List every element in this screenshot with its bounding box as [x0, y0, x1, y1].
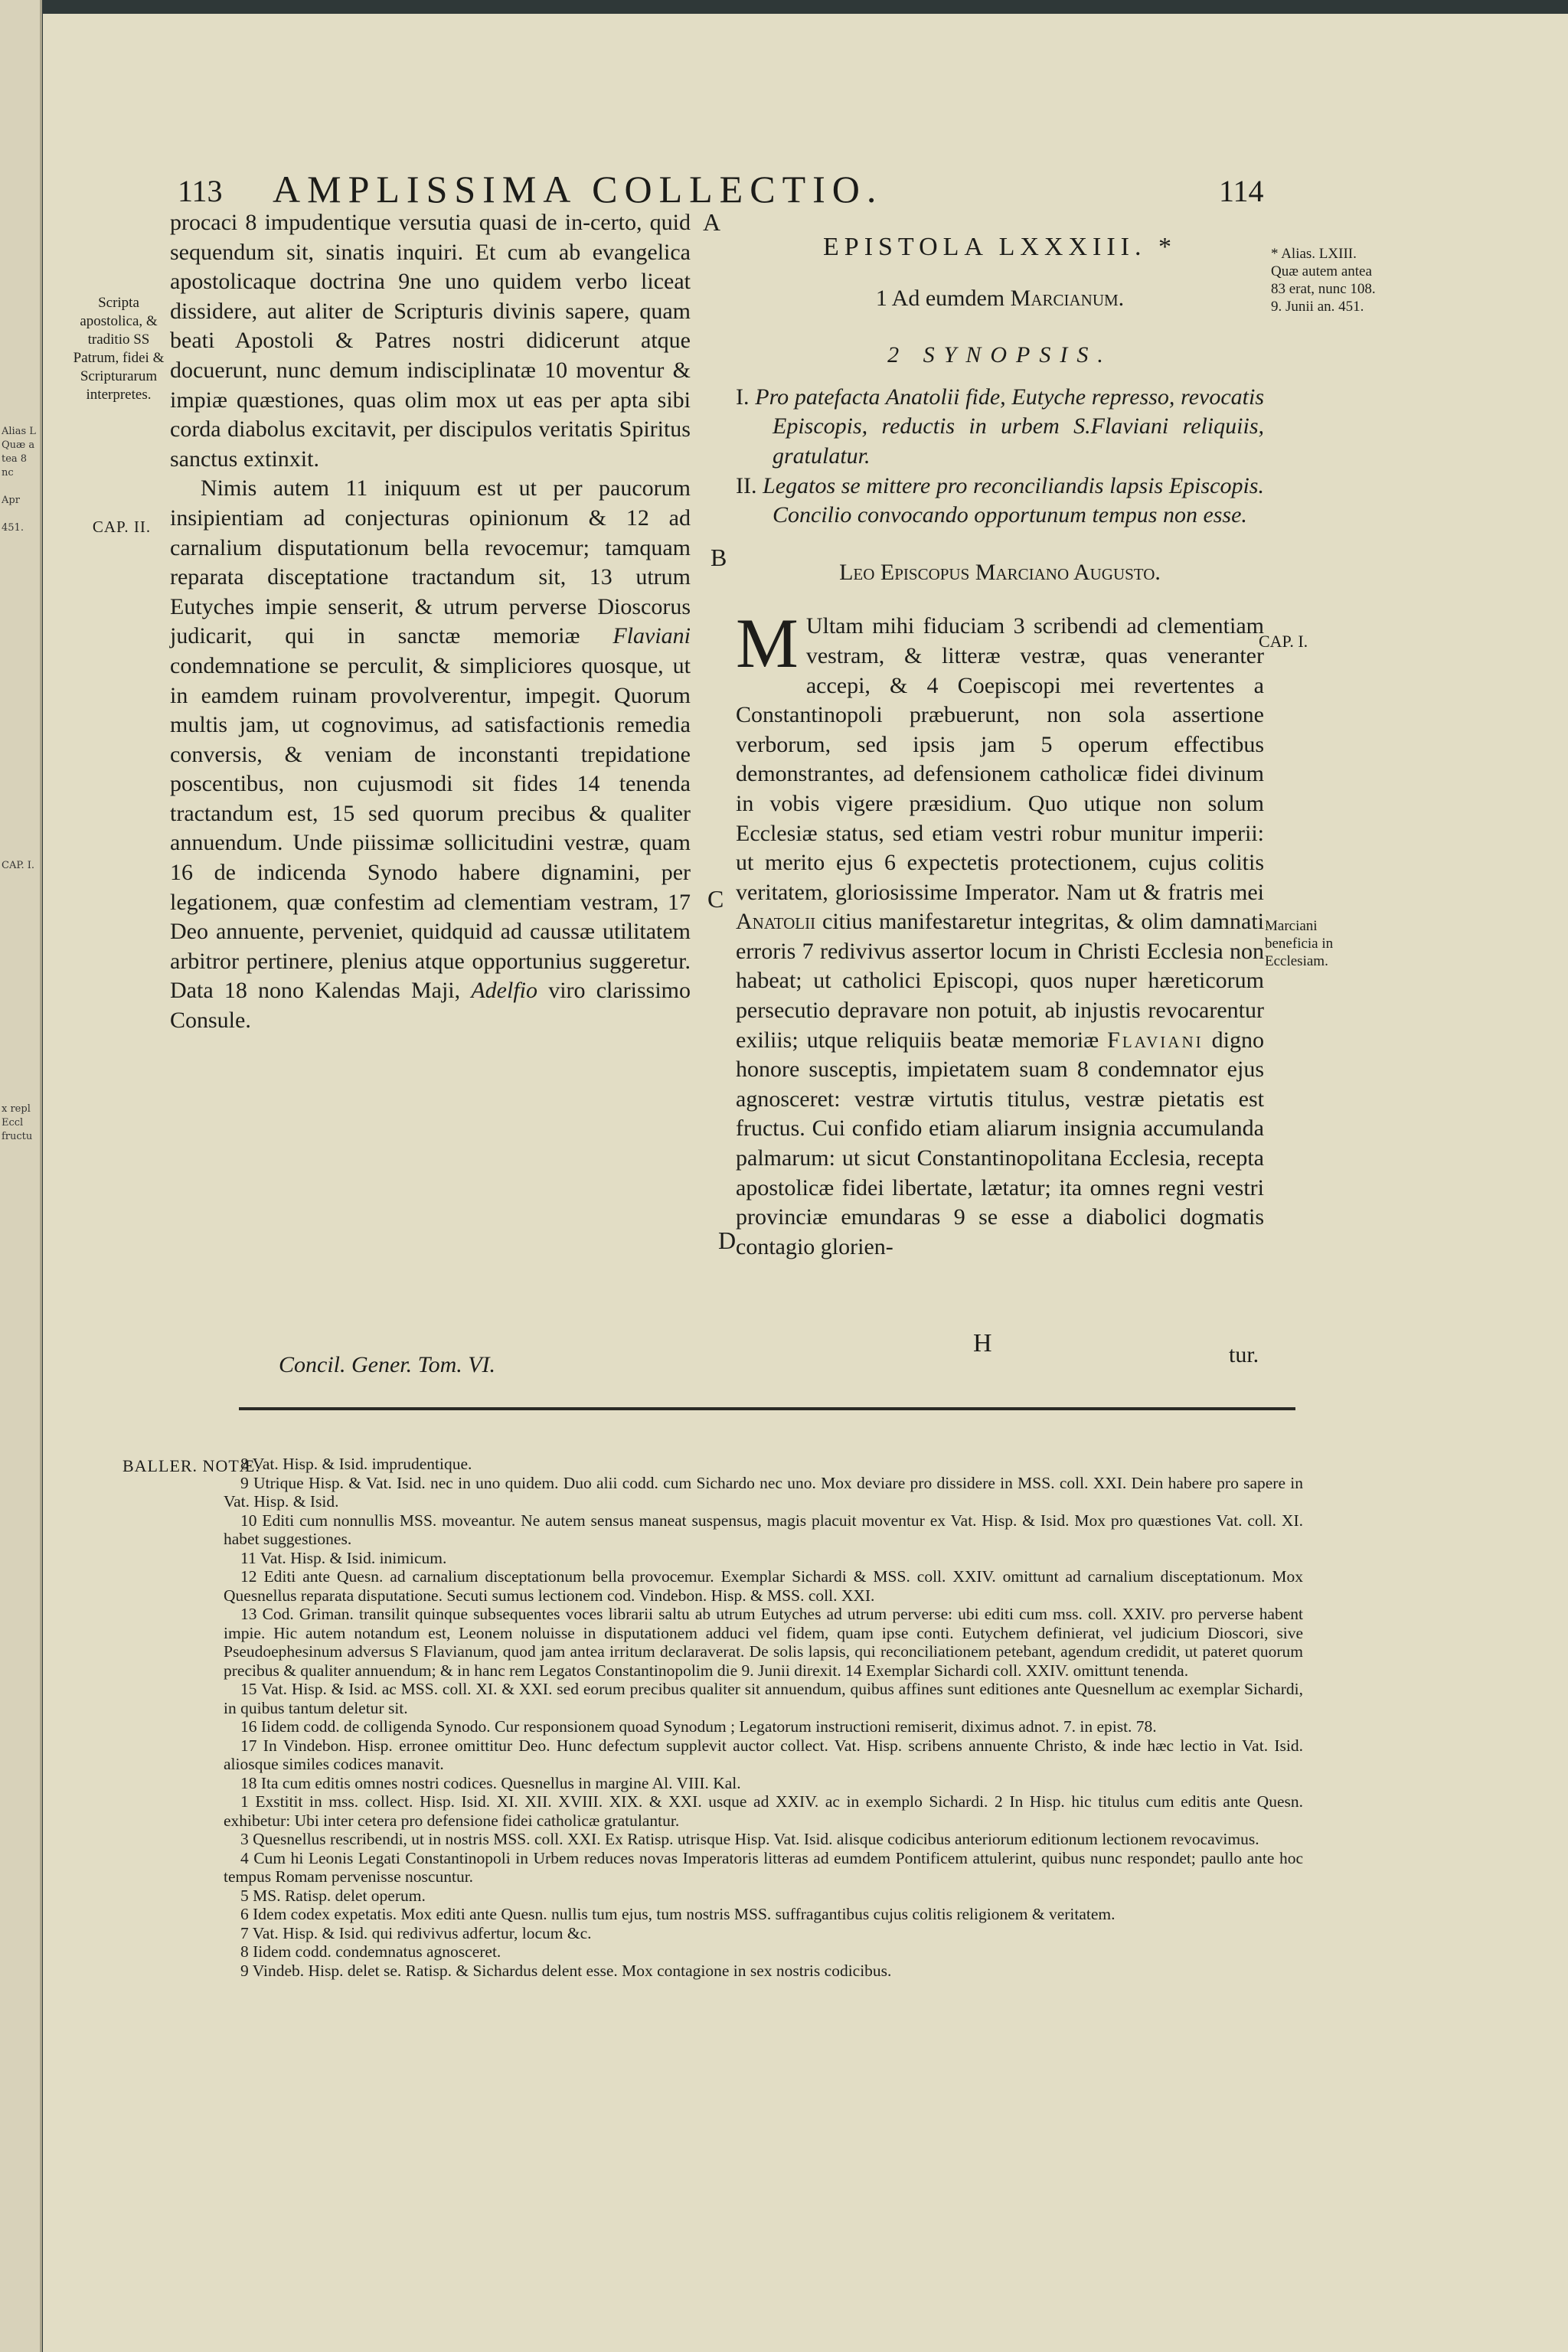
letter-body-part-b: citius manifestaretur integritas, & olim damnati erroris 7 redivivus assertor locum in Christi Ecclesia non habeat; ut catholici Episcopi, quos nuper hæreticorum persecutio depravare non potuit, ab injustis revocarentur exiliis; utque reliquiis beatæ memoriæ: [736, 909, 1264, 1053]
footnote: 7 Vat. Hisp. & Isid. qui redivivus adfertur, locum &c.: [240, 1923, 592, 1942]
synopsis-number: II.: [736, 472, 757, 498]
flaviani-name: Flaviani: [612, 623, 691, 649]
paragraph-2-part-b: condemnatione se perculit, & simpliciores quosque, ut in eamdem ruinam provolverentur, impegit. Quorum multis jam, ut cognovimus, ad satisfactionis remedia conversis, & veniam de inconstanti trepidatione poscentibus, non cujusmodi sit fides 14 tenenda tractandum est, 15 sed quorum precibus & qualiter annuendum. Unde piissimæ sollicitudini vestræ, quam 16 de indicenda Synodo habere dignamini, per legationem, quæ confestim ad clementiam vestram, 17 Deo annuente, perveniet, quidquid ad caussæ utilitatem arbitror pertinere, plenius atque opportunius suggeretur. Data 18 nono Kalendas Maji,: [170, 652, 691, 1004]
footnote-rule: [239, 1407, 1295, 1410]
margin-note-alias: * Alias. LXIII. Quæ autem antea 83 erat, nunc 108. 9. Junii an. 451.: [1271, 246, 1376, 315]
salutation-heading: Leo Episcopus Marciano Augusto.: [839, 559, 1161, 585]
footnote: 3 Quesnellus rescribendi, ut in nostris MSS. coll. XXI. Ex Ratisp. utrisque Hisp. Vat. Isid. alisque codicibus anteriorum editionum lectionem revocavimus.: [240, 1830, 1259, 1848]
left-column-text: [170, 208, 691, 1036]
margin-cap-2: CAP. II.: [92, 518, 152, 536]
addressee-heading: [736, 284, 1264, 314]
section-letter-d: D: [718, 1227, 737, 1254]
paragraph-2-part-a: Nimis autem 11 iniquum est ut per paucorum insipientiam ad conjecturas opinionum & 12 ad carnalium disputationum bella revocemur; tamquam reparata disceptatione tractandum sit, 13 utrum Eutyches impie senserit, & utrum perverse Dioscorus judicarit, qui in sanctæ memoriæ: [170, 475, 691, 649]
footnote: 8 Vat. Hisp. & Isid. imprudentique.: [240, 1455, 472, 1473]
footnote: 1 Exstitit in mss. collect. Hisp. Isid. XI. XII. XVIII. XIX. & XXI. usque ad XXIV. ac in exemplo Sichardi. 2 In Hisp. hic titulus cum editis ante Quesn. exhibetur: Ubi inter cetera pro defensione fidei catholicæ gratulantur.: [224, 1792, 1303, 1830]
margin-cap-1: CAP. I.: [1259, 632, 1308, 651]
signature-mark: H: [973, 1329, 992, 1357]
drop-cap: M: [736, 604, 799, 683]
catchword: tur.: [1229, 1342, 1259, 1367]
strip-fragment: fructu: [2, 1131, 33, 1142]
paragraph-1: procaci 8 impudentique versutia quasi de in-certo, quid sequendum sit, sinatis inquiri. Et cum ab evangelica apostolicaque doctrina 9ne uno quidem verbo liceat dissidere, aut aliter de Scripturis divinis sapere, quam beati Apostoli & Patres nostri didicerunt atque docuerunt, nunc demum indisciplinatæ 10 moventur & impiæ quæstiones, quas olim mox ut eas per apta sibi corda diabolus excitavit, per discipulos veritatis Spiritus sanctus extinxit.: [170, 210, 691, 472]
footnote: 4 Cum hi Leonis Legati Constantinopoli in Urbem reduces novas Imperatoris litteras ad eumdem Pontificem attulerint, quibus nunc respondet; paullo ante hoc tempus Romam pervenisse noscuntur.: [224, 1848, 1303, 1886]
footnote: 6 Idem codex expetatis. Mox editi ante Quesn. nullis tum ejus, tum nostris MSS. suffragantibus cujus colitis religionem & veritatem.: [240, 1905, 1116, 1923]
section-letter-c: C: [707, 885, 724, 913]
synopsis-text: Legatos se mittere pro reconciliandis lapsis Episcopis. Concilio convocando opportunum tempus non esse.: [763, 472, 1264, 528]
addressee-prefix: 1 Ad eumdem: [875, 285, 1005, 311]
margin-note-marciani: Marciani beneficia in Ecclesiam.: [1265, 918, 1334, 969]
strip-fragment: Alias L: [2, 426, 36, 437]
paragraph-2-part-c: viro clarissimo Consule.: [170, 978, 691, 1034]
synopsis-heading: 2 SYNOPSIS.: [887, 342, 1112, 368]
notes-label: BALLER. NOTÆ.: [122, 1456, 260, 1475]
strip-fragment: nc: [2, 467, 14, 479]
footnote: 11 Vat. Hisp. & Isid. inimicum.: [240, 1548, 447, 1567]
epistola-heading: EPISTOLA LXXXIII. *: [823, 233, 1177, 261]
running-header: [43, 167, 1568, 213]
strip-fragment: Quæ a: [2, 439, 35, 451]
strip-fragment: x repl: [2, 1103, 31, 1115]
section-letter-a: A: [703, 208, 721, 236]
footnote: 8 Iidem codd. condemnatus agnosceret.: [240, 1942, 501, 1961]
letter-body-part-a: Ultam mihi fiduciam 3 scribendi ad clementiam vestram, & litteræ vestræ, quas veneranter accepi, & 4 Coepiscopi mei revertentes a Constantinopoli præbuerunt, non sola assertione verborum, sed ipsis jam 5 operum effectibus demonstrantes, ad defensionem catholicæ fidei divinum in vobis vigere præsidium. Quo utique non solum Ecclesiæ status, sed etiam vestri robur munitur imperii: ut merito ejus 6 expectetis protectionem, cujus colitis veritatem, gloriosissime Imperator. Nam ut & fratris mei: [736, 613, 1264, 905]
footnote: 15 Vat. Hisp. & Isid. ac MSS. coll. XI. & XXI. sed eorum precibus qualiter sit annuendum, quibus affines sunt editiones ante Quesnellum ac exemplar Sichardi, in quibus tantum deletur sit.: [224, 1680, 1303, 1717]
synopsis-number: I.: [736, 384, 750, 410]
section-letter-b: B: [710, 544, 727, 571]
footnote: 9 Utrique Hisp. & Vat. Isid. nec in uno quidem. Duo alii codd. cum Sichardo nec uno. Mox deviare pro dissidere in MSS. coll. XXI. Dein habere pro sapere in Vat. Hisp. & Isid.: [224, 1473, 1303, 1511]
adelfio-name: Adelfio: [471, 978, 537, 1004]
letter-body: [736, 604, 1265, 1262]
footnote: 17 In Vindebon. Hisp. erronee omittitur Deo. Hunc defectum supplevit auctor collect. Vat. Hisp. scribens annuente Christo, & inde hæc lectio in Vat. Isid. aliosque similes codices manavit.: [224, 1736, 1303, 1773]
margin-note-scripta: Scripta apostolica, & traditio SS Patrum, fidei & Scripturarum interpretes.: [73, 295, 165, 403]
footnote: 9 Vindeb. Hisp. delet se. Ratisp. & Sichardus delent esse. Mox contagione in sex nostris codicibus.: [240, 1961, 892, 1980]
footnote: 10 Editi cum nonnullis MSS. moveantur. Ne autem sensus maneat suspensus, magis placuit moventur ex Vat. Hisp. & Isid. Mox pro quæstiones Vat. coll. XI. habet suggestiones.: [224, 1511, 1303, 1548]
strip-fragment: Apr: [2, 495, 20, 506]
footnote: 13 Cod. Griman. transilit quinque subsequentes voces librarii saltu ab utrum Eutyches ad utrum perverse: ubi editi cum mss. coll. XXIV. pro perverse habent impie. Hic autem notandum est, Leonem noluisse in disputationem adduci vel fidem, quam ipse conti. Eutychem definierat, vel judicium Dioscori, sive Pseudoephesinum adversus S Flavianum, quod jam antea irritum declaraverat. De solis lapsis, qui reconciliationem petebant, agendum credidit, ut pateret quorum precibus & qualiter annuendum; & in hanc rem Legatos Constantinopolim die 9. Junii direxit. 14 Exemplar Sichardi coll. XXIV. omittunt tenenda.: [224, 1605, 1303, 1680]
strip-fragment: CAP. I.: [2, 860, 34, 871]
addressee-name: Marcianum.: [1010, 285, 1125, 311]
footnote: 18 Ita cum editis omnes nostri codices. Quesnellus in margine Al. VIII. Kal.: [240, 1773, 741, 1792]
synopsis-item-1: [736, 383, 1264, 472]
footnotes: [224, 1455, 1303, 1980]
adjacent-page-edge: [0, 0, 42, 2352]
paragraph-2: [170, 474, 691, 1035]
strip-fragment: 451.: [2, 522, 24, 534]
anatolii-name: Anatolii: [736, 909, 816, 935]
synopsis-text: Pro patefacta Anatolii fide, Eutyche represso, revocatis Episcopis, reductis in urbem S.Flaviani reliquiis, gratulatur.: [755, 384, 1264, 469]
flaviani-name-caps: Flaviani: [1107, 1027, 1204, 1053]
volume-footer: Concil. Gener. Tom. VI.: [279, 1352, 496, 1377]
synopsis-item-2: [736, 472, 1264, 531]
footnote: 16 Iidem codd. de colligenda Synodo. Cur responsionem quoad Synodum ; Legatorum instructioni remiserit, diximus adnot. 7. in epist. 78.: [240, 1717, 1157, 1736]
footnote: 5 MS. Ratisp. delet operum.: [240, 1886, 426, 1905]
letter-body-part-c: digno honore susceptis, impietatem suam 8 condemnator ejus agnosceret: vestræ virtutis titulus, vestræ pietatis est fructus. Cui confido etiam aliarum insignia accumulanda palmarum: ut sicut Constantinopolitana Ecclesia, recepta apostolicæ fidei libertate, lætatur; ita omnes regni vestri provinciæ emundaras 9 se esse a diabolici dogmatis contagio glorien-: [736, 1027, 1265, 1259]
page-number-left: 113: [178, 174, 223, 208]
footnote: 12 Editi ante Quesn. ad carnalium disceptationum bella provocemur. Exemplar Sichardi & MSS. coll. XXIV. omittunt ad carnalium disceptationum. Mox Quesnellus reparata disputatione. Secuti sumus lectionem cod. Vindebon. Hisp. & MSS. coll. XXI.: [224, 1567, 1303, 1605]
right-column-text: [736, 230, 1264, 1262]
book-page: [43, 14, 1568, 2352]
strip-fragment: Eccl: [2, 1117, 24, 1129]
running-title: AMPLISSIMA COLLECTIO.: [273, 168, 884, 211]
page-number-right: 114: [1219, 174, 1264, 208]
strip-fragment: tea 8: [2, 453, 28, 465]
